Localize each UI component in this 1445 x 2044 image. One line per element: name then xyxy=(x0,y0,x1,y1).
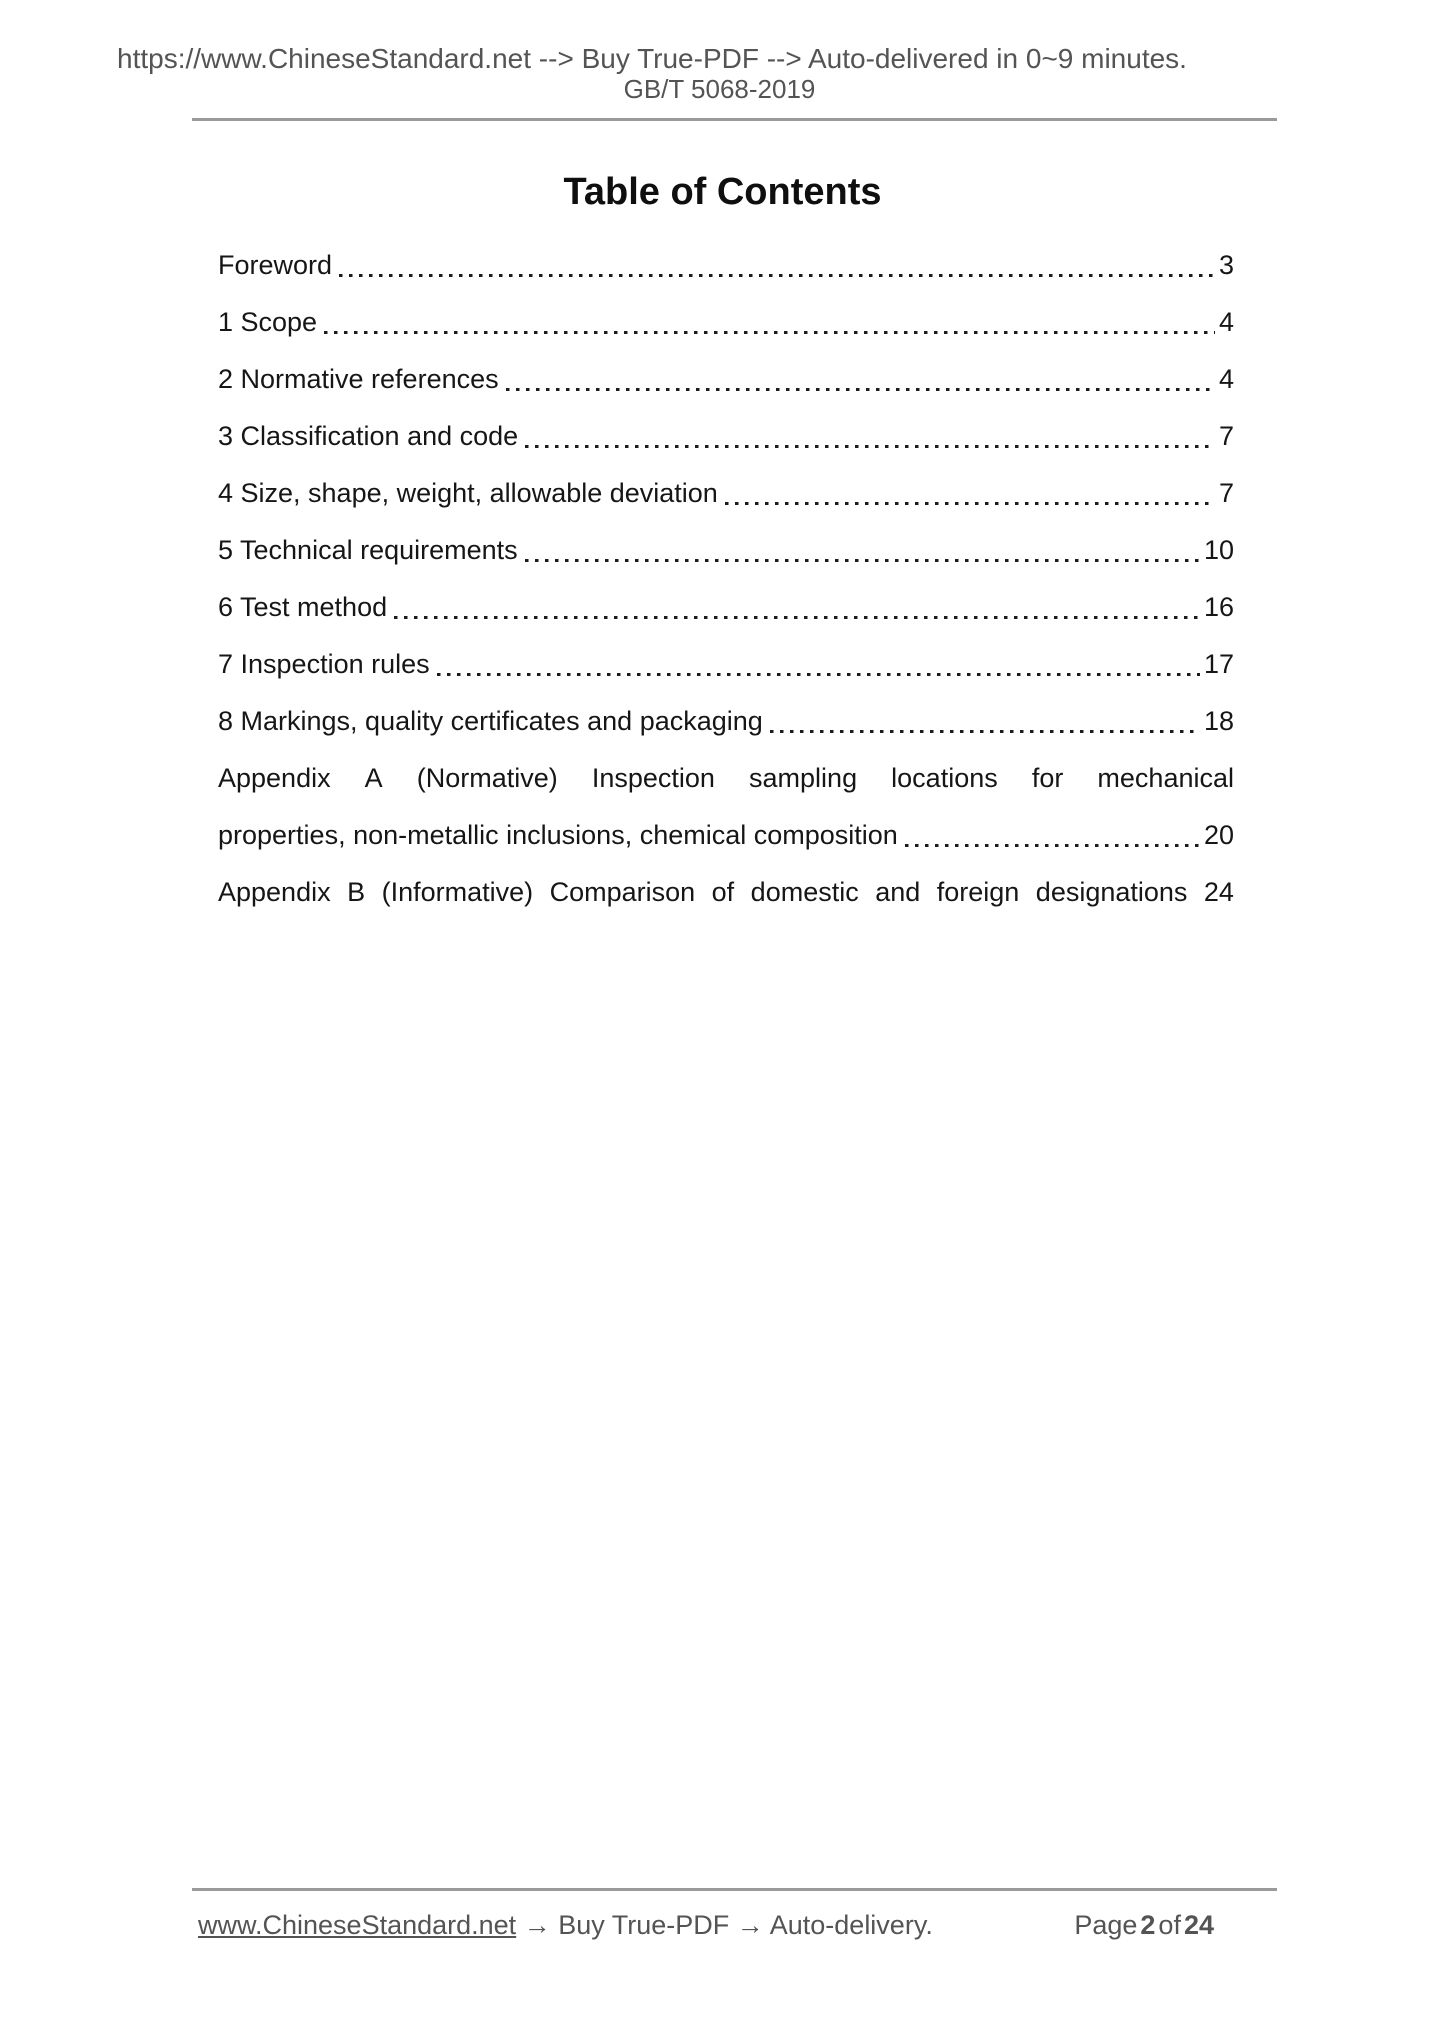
toc-dotted-leader xyxy=(725,502,1215,505)
toc-word: mechanical xyxy=(1097,763,1234,793)
toc-word: Appendix xyxy=(218,877,331,907)
footer-page-indicator xyxy=(1074,1908,1217,1942)
toc-entry xyxy=(218,636,1234,693)
toc-entry xyxy=(218,864,1234,921)
toc-entry xyxy=(218,237,1234,294)
toc-entry-label: 6 Test method xyxy=(218,592,388,622)
toc-word: locations xyxy=(891,763,998,793)
toc-word: Inspection xyxy=(591,763,715,793)
toc-entry xyxy=(218,750,1234,807)
toc-dotted-leader xyxy=(905,844,1200,847)
toc-entry-page-number: 16 xyxy=(1203,592,1234,622)
toc-dotted-leader xyxy=(394,616,1200,619)
footer-page-current: 2 xyxy=(1140,1910,1156,1940)
toc-entry-page-number: 20 xyxy=(1203,820,1234,850)
toc-entry xyxy=(218,408,1234,465)
toc-entry-page-number: 18 xyxy=(1203,706,1234,736)
toc-word: of xyxy=(711,877,735,907)
toc-word: foreign xyxy=(936,877,1020,907)
toc-entry xyxy=(218,522,1234,579)
toc-entry-label: 1 Scope xyxy=(218,307,318,337)
footer-page-total: 24 xyxy=(1183,1910,1214,1940)
toc-entry xyxy=(218,693,1234,750)
toc-entry-label: Foreword xyxy=(218,250,333,280)
footer-site-link[interactable]: www.ChineseStandard.net xyxy=(198,1910,517,1940)
toc-entry-label xyxy=(218,864,1234,921)
toc-dotted-leader xyxy=(525,559,1200,562)
toc-entry-page-number: 4 xyxy=(1218,307,1234,337)
toc-entry-label: 7 Inspection rules xyxy=(218,649,430,679)
toc-entry-page-number: 4 xyxy=(1218,364,1234,394)
toc-word: and xyxy=(875,877,921,907)
toc-dotted-leader xyxy=(437,673,1200,676)
toc-dotted-leader xyxy=(324,331,1215,334)
footer-of-label: of xyxy=(1158,1910,1181,1940)
toc-entry-label xyxy=(218,750,1234,807)
toc-entry-page-number: 17 xyxy=(1203,649,1234,679)
footer-site-tail: → Buy True-PDF → Auto-delivery. xyxy=(516,1910,933,1940)
toc-word: (Normative) xyxy=(416,763,558,793)
toc-word: sampling xyxy=(749,763,858,793)
toc-dotted-leader xyxy=(770,730,1200,733)
footer-divider-line xyxy=(192,1888,1277,1891)
toc-word: A xyxy=(364,763,383,793)
toc-entry-label: 2 Normative references xyxy=(218,364,499,394)
toc-dotted-leader xyxy=(506,388,1215,391)
toc-entry xyxy=(218,294,1234,351)
toc-word: (Informative) xyxy=(381,877,534,907)
footer-page-label: Page xyxy=(1074,1910,1138,1940)
toc-entry-label: 5 Technical requirements xyxy=(218,535,518,565)
toc-dotted-leader xyxy=(525,445,1215,448)
toc-entry xyxy=(218,579,1234,636)
toc-entry xyxy=(218,351,1234,408)
toc-word: 24 xyxy=(1203,877,1234,907)
toc-word: Appendix xyxy=(218,763,331,793)
toc-word: B xyxy=(347,877,366,907)
toc-word: for xyxy=(1031,763,1064,793)
table-of-contents xyxy=(218,237,1234,921)
toc-entry xyxy=(218,807,1234,864)
toc-entry-label: 3 Classification and code xyxy=(218,421,519,451)
toc-word: domestic xyxy=(750,877,859,907)
toc-entry-label: properties, non-metallic inclusions, chemical composition xyxy=(218,820,898,850)
toc-dotted-leader xyxy=(339,274,1215,277)
toc-entry-label: 4 Size, shape, weight, allowable deviation xyxy=(218,478,718,508)
toc-entry-page-number: 10 xyxy=(1203,535,1234,565)
toc-word: designations xyxy=(1035,877,1188,907)
toc-word: Comparison xyxy=(549,877,696,907)
toc-entry-page-number: 3 xyxy=(1218,250,1234,280)
toc-entry-page-number: 7 xyxy=(1218,421,1234,451)
page-title: Table of Contents xyxy=(563,171,882,213)
header-url-banner: https://www.ChineseStandard.net --> Buy True-PDF --> Auto-delivered in 0~9 minutes. xyxy=(117,43,1187,74)
toc-entry-label: 8 Markings, quality certificates and packaging xyxy=(218,706,763,736)
toc-entry xyxy=(218,465,1234,522)
toc-entry-page-number: 7 xyxy=(1218,478,1234,508)
footer-site-line xyxy=(198,1908,933,1942)
header-standard-number: GB/T 5068-2019 xyxy=(623,74,816,104)
header-divider-line xyxy=(192,118,1277,121)
